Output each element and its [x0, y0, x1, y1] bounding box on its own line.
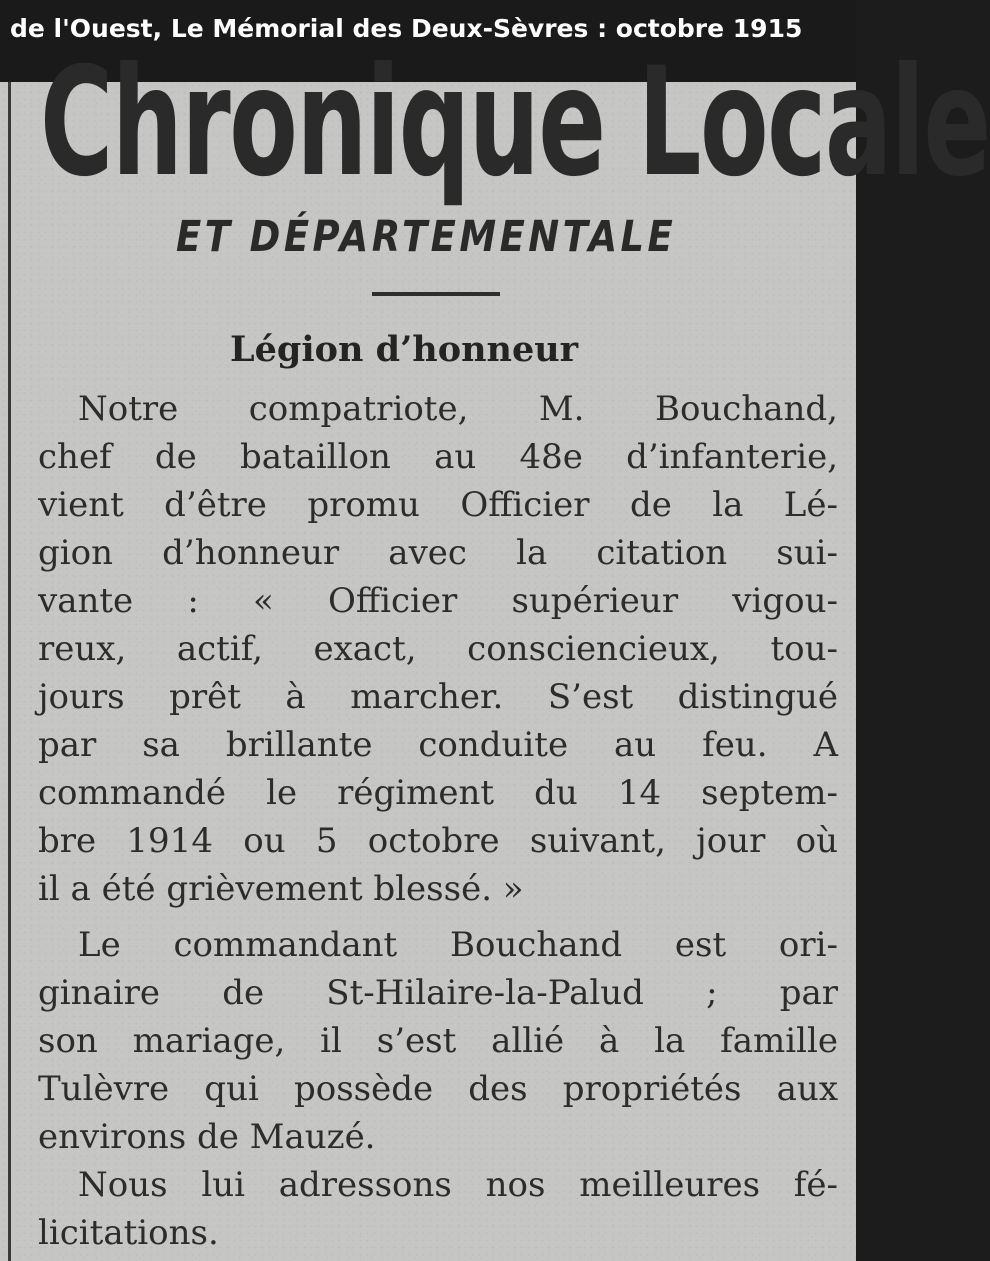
article-line: par sa brillante conduite au feu. A: [38, 725, 838, 765]
section-divider: [372, 292, 500, 296]
article-line: Nous lui adressons nos meilleures fé-: [78, 1165, 838, 1205]
article-line: son mariage, il s’est allié à la famille: [38, 1021, 838, 1061]
article-line: bre 1914 ou 5 octobre suivant, jour où: [38, 821, 838, 861]
article-line: environs de Mauzé.: [38, 1117, 376, 1157]
article-line: Notre compatriote, M. Bouchand,: [78, 389, 838, 429]
headline: Chronique Locale: [40, 36, 990, 210]
article-line: il a été grièvement blessé. »: [38, 869, 524, 909]
article-line: Le commandant Bouchand est ori-: [78, 925, 838, 965]
article-line: jours prêt à marcher. S’est distingué: [38, 677, 838, 717]
window-title: de l'Ouest, Le Mémorial des Deux-Sèvres : octobre 1915: [10, 14, 803, 43]
article-line: reux, actif, exact, consciencieux, tou-: [38, 629, 838, 669]
article-line: vante : « Officier supérieur vigou-: [38, 581, 838, 621]
newspaper-clipping: [0, 36, 990, 1261]
article-line: gion d’honneur avec la citation sui-: [38, 533, 838, 573]
article-line: licitations.: [38, 1213, 219, 1253]
subheadline: ET DÉPARTEMENTALE: [176, 212, 677, 262]
article-line: commandé le régiment du 14 septem-: [38, 773, 838, 813]
section-title: Légion d’honneur: [230, 329, 579, 370]
article-body: [38, 385, 838, 1257]
article-line: vient d’être promu Officier de la Lé-: [38, 485, 838, 525]
article-line: chef de bataillon au 48e d’infanterie,: [38, 437, 838, 477]
article-line: Tulèvre qui possède des propriétés aux: [38, 1069, 838, 1109]
column-rule: [8, 82, 11, 1261]
article-line: ginaire de St-Hilaire-la-Palud ; par: [38, 973, 838, 1013]
